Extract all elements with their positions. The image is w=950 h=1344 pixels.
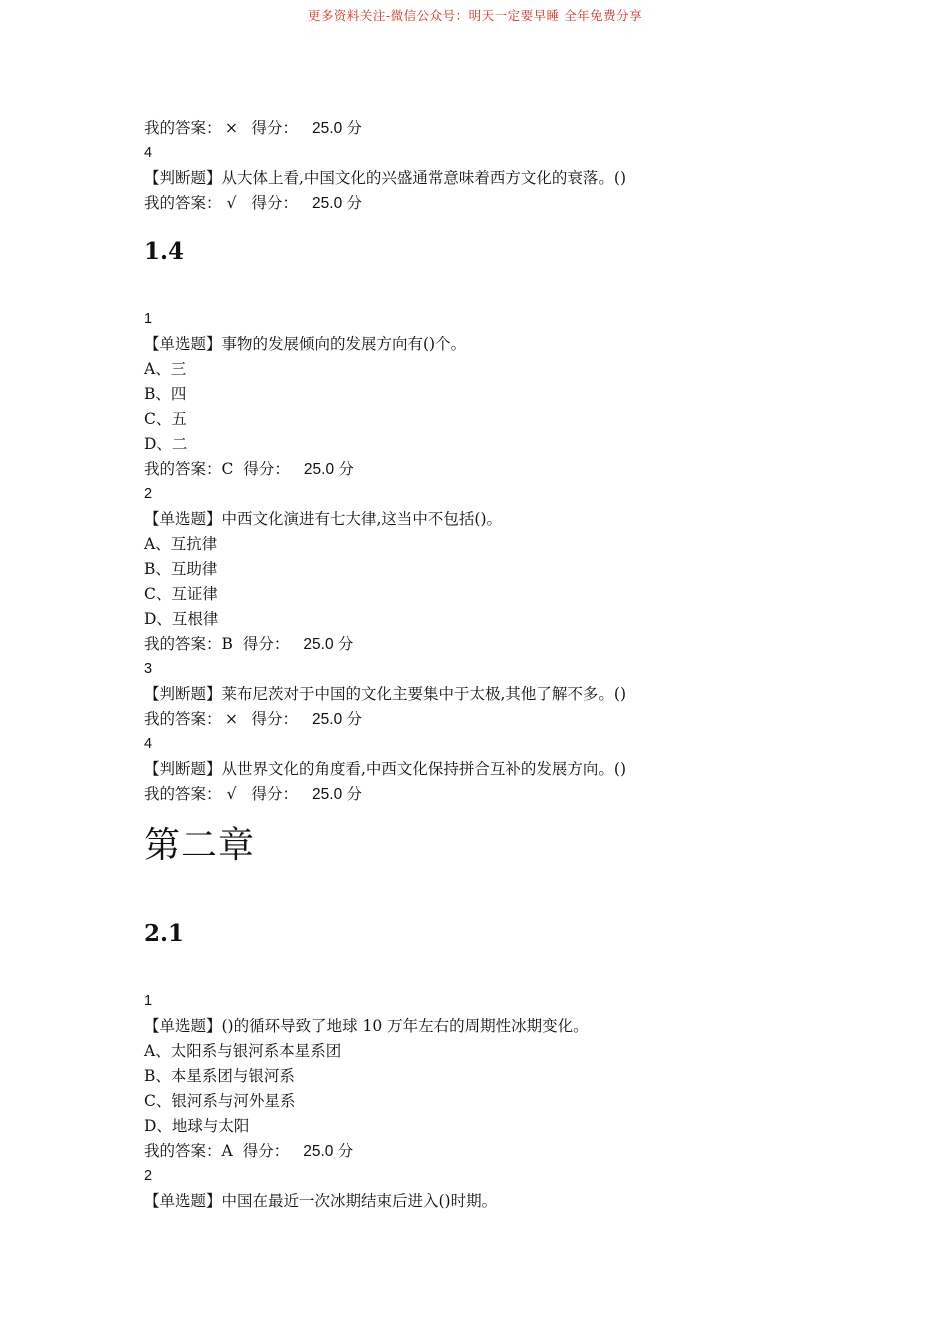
question-number: 1 bbox=[144, 993, 153, 1009]
answer-line bbox=[144, 709, 362, 730]
question-text: 【单选题】中国在最近一次冰期结束后进入()时期。 bbox=[144, 1192, 498, 1210]
score-label: 得分： bbox=[242, 635, 290, 653]
score-value: 25.0 分 bbox=[312, 786, 363, 803]
answer-prefix: 我的答案： bbox=[144, 785, 222, 803]
option: D、地球与太阳 bbox=[144, 1117, 250, 1135]
option: D、二 bbox=[144, 435, 188, 453]
score-value: 25.0 分 bbox=[303, 1143, 354, 1160]
score-value: 25.0 分 bbox=[312, 120, 363, 137]
answer-mark: √ bbox=[226, 194, 237, 212]
score-label: 得分： bbox=[251, 785, 299, 803]
question-number: 4 bbox=[144, 736, 153, 752]
answer-mark: C bbox=[221, 460, 234, 478]
answer-mark: × bbox=[225, 710, 239, 728]
option: B、四 bbox=[144, 385, 187, 403]
chapter-heading: 第二章 bbox=[144, 825, 256, 866]
question-number: 2 bbox=[144, 486, 153, 502]
option: A、太阳系与银河系本星系团 bbox=[144, 1042, 342, 1060]
option: C、互证律 bbox=[144, 585, 218, 603]
answer-prefix: 我的答案： bbox=[144, 460, 222, 478]
question-text: 【判断题】从大体上看,中国文化的兴盛通常意味着西方文化的衰落。() bbox=[144, 169, 627, 187]
score-value: 25.0 分 bbox=[312, 711, 363, 728]
score-label: 得分： bbox=[251, 194, 299, 212]
section-heading: 2.1 bbox=[144, 920, 185, 947]
question-number: 3 bbox=[144, 661, 153, 677]
answer-prefix: 我的答案： bbox=[144, 194, 222, 212]
question-text: 【单选题】中西文化演进有七大律,这当中不包括()。 bbox=[144, 510, 503, 528]
answer-prefix: 我的答案： bbox=[144, 710, 222, 728]
answer-mark: √ bbox=[226, 785, 237, 803]
answer-line bbox=[144, 459, 354, 480]
score-label: 得分： bbox=[251, 710, 299, 728]
question-number: 4 bbox=[144, 145, 153, 161]
answer-prefix: 我的答案： bbox=[144, 1142, 222, 1160]
option: A、互抗律 bbox=[144, 535, 218, 553]
section-heading: 1.4 bbox=[144, 238, 185, 265]
question-number: 2 bbox=[144, 1168, 153, 1184]
answer-prefix: 我的答案： bbox=[144, 119, 222, 137]
answer-line bbox=[144, 1141, 353, 1162]
option: B、本星系团与银河系 bbox=[144, 1067, 295, 1085]
answer-mark: B bbox=[221, 635, 233, 653]
answer-mark: A bbox=[221, 1142, 233, 1160]
score-label: 得分： bbox=[243, 460, 290, 478]
header-banner: 更多资料关注-微信公众号：明天一定要早睡 全年免费分享 bbox=[307, 8, 643, 23]
answer-prefix: 我的答案： bbox=[144, 635, 222, 653]
score-label: 得分： bbox=[242, 1142, 290, 1160]
answer-line bbox=[144, 634, 353, 655]
option: A、三 bbox=[144, 360, 187, 378]
option: C、银河系与河外星系 bbox=[144, 1092, 296, 1110]
score-value: 25.0 分 bbox=[303, 636, 354, 653]
answer-line bbox=[144, 784, 362, 805]
option: B、互助律 bbox=[144, 560, 218, 578]
score-label: 得分： bbox=[251, 119, 299, 137]
question-number: 1 bbox=[144, 311, 153, 327]
answer-line bbox=[144, 193, 362, 214]
question-text: 【单选题】()的循环导致了地球 10 万年左右的周期性冰期变化。 bbox=[144, 1017, 589, 1035]
question-text: 【单选题】事物的发展倾向的发展方向有()个。 bbox=[144, 335, 467, 353]
option: D、互根律 bbox=[144, 610, 219, 628]
answer-mark: × bbox=[225, 119, 239, 137]
question-text: 【判断题】从世界文化的角度看,中西文化保持拼合互补的发展方向。() bbox=[144, 760, 627, 778]
option: C、五 bbox=[144, 410, 187, 428]
score-value: 25.0 分 bbox=[303, 461, 354, 478]
question-text: 【判断题】莱布尼茨对于中国的文化主要集中于太极,其他了解不多。() bbox=[144, 685, 627, 703]
score-value: 25.0 分 bbox=[312, 195, 363, 212]
answer-line bbox=[144, 118, 362, 139]
